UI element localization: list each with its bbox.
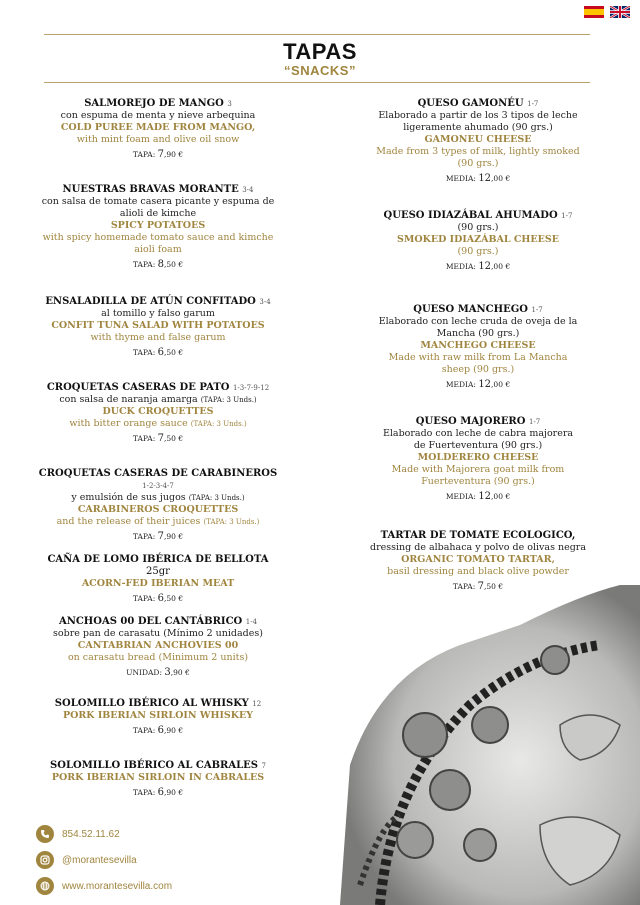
page-header <box>0 40 640 78</box>
item-title-en: GAMONEU CHEESE <box>424 134 532 145</box>
item-title-en: COLD PUREE MADE FROM MANGO, <box>60 122 256 133</box>
item-title-es: ANCHOAS 00 DEL CANTÁBRICO 1-4 <box>58 616 258 627</box>
menu-item <box>376 98 580 210</box>
item-price: TAPA: 7,90 € <box>132 531 184 542</box>
item-desc-en: basil dressing and black olive powder <box>387 566 569 577</box>
item-desc-es: con espuma de menta y nieve arbequina <box>60 110 256 121</box>
menu-item <box>40 296 276 382</box>
allergen-codes: 3-4 <box>259 298 271 306</box>
item-title-en: ORGANIC TOMATO TARTAR, <box>401 554 555 565</box>
allergen-codes: 1-2-3-4-7 <box>142 482 174 490</box>
item-title-es: ENSALADILLA DE ATÚN CONFITADO 3-4 <box>45 296 271 307</box>
item-desc-en: on carasatu bread (Minimum 2 units) <box>67 652 249 663</box>
menu-item <box>40 554 276 616</box>
menu-item <box>376 210 580 304</box>
menu-item <box>40 616 276 698</box>
item-price: UNIDAD: 3,90 € <box>126 667 190 678</box>
allergen-codes: 1-3-7-9-12 <box>232 384 270 392</box>
item-title-es: CROQUETAS CASERAS DE PATO 1-3-7-9-12 <box>46 382 270 393</box>
item-title-en: ACORN-FED IBERIAN MEAT <box>81 578 235 589</box>
menu-item <box>370 530 586 592</box>
uk-flag-icon[interactable] <box>610 6 630 18</box>
allergen-codes: 12 <box>252 700 262 708</box>
item-price: MEDIA: 12,00 € <box>445 261 511 272</box>
header-divider <box>44 82 590 83</box>
allergen-codes: 3 <box>227 100 232 108</box>
menu-column-right <box>370 98 587 592</box>
item-price: MEDIA: 12,00 € <box>445 491 511 502</box>
phone-number[interactable]: 854.52.11.62 <box>62 828 120 840</box>
item-title-en: CONFIT TUNA SALAD WITH POTATOES <box>51 320 265 331</box>
item-desc-es: con salsa de naranja amarga (TAPA: 3 Unds.) <box>59 394 257 405</box>
allergen-codes: 1-7 <box>527 100 539 108</box>
menu-item <box>40 760 276 810</box>
item-desc-es: Elaborado con leche cruda de oveja de la Mancha (90 grs.) <box>378 316 578 339</box>
item-desc-es: sobre pan de carasatu (Mínimo 2 unidades) <box>53 628 263 639</box>
spain-flag-icon[interactable] <box>584 6 604 18</box>
item-desc-en: Made with Majorera goat milk from Fuerteventura (90 grs.) <box>391 464 565 487</box>
menu-item <box>40 468 276 554</box>
item-price: TAPA: 7,90 € <box>132 149 184 160</box>
item-title-es: QUESO GAMONÉU 1-7 <box>417 98 539 109</box>
menu-item <box>40 184 276 296</box>
item-title-es: QUESO MANCHEGO 1-7 <box>413 304 543 315</box>
item-price: TAPA: 6,50 € <box>132 347 184 358</box>
item-weight: 25gr <box>146 566 170 577</box>
item-desc-en: Made from 3 types of milk, lightly smoked (90 grs.) <box>376 146 580 169</box>
allergen-codes: 1-7 <box>531 306 543 314</box>
item-desc-es: Elaborado a partir de los 3 tipos de leche ligeramente ahumado (90 grs.) <box>378 110 578 133</box>
item-price: TAPA: 7,50 € <box>452 581 504 592</box>
phone-icon <box>36 825 54 843</box>
item-desc-es: (90 grs.) <box>457 222 499 233</box>
item-desc-es: dressing de albahaca y polvo de olivas negra <box>370 542 587 553</box>
item-desc-en: Made with raw milk from La Mancha sheep (90 grs.) <box>388 352 568 375</box>
item-desc-es: con salsa de tomate casera picante y espuma de alioli de kimche <box>41 196 275 219</box>
globe-icon <box>36 877 54 895</box>
item-desc-es: y emulsión de sus jugos (TAPA: 3 Unds.) <box>71 492 245 503</box>
instagram-handle[interactable]: @morantesevilla <box>62 854 137 866</box>
menu-item <box>376 304 580 416</box>
menu-item <box>376 416 580 530</box>
item-desc-es: Elaborado con leche de cabra majorera de Fuerteventura (90 grs.) <box>382 428 574 451</box>
menu-item <box>40 698 276 760</box>
item-price: MEDIA: 12,00 € <box>445 379 511 390</box>
matador-jacket-illustration <box>320 585 640 905</box>
item-price: TAPA: 6,90 € <box>132 787 184 798</box>
allergen-codes: 7 <box>261 762 266 770</box>
page-title: TAPAS <box>283 39 357 64</box>
language-switcher <box>584 6 630 18</box>
item-desc-en: with spicy homemade tomato sauce and kimche aioli foam <box>42 232 274 255</box>
item-title-es: QUESO IDIAZÁBAL AHUMADO 1-7 <box>383 210 573 221</box>
item-title-en: DUCK CROQUETTES <box>102 406 214 417</box>
item-title-es: SOLOMILLO IBÉRICO AL CABRALES 7 <box>50 760 266 771</box>
menu-column-left <box>40 98 276 810</box>
item-title-en: PORK IBERIAN SIRLOIN WHISKEY <box>62 710 254 721</box>
item-title-en: SPICY POTATOES <box>110 220 206 231</box>
instagram-icon <box>36 851 54 869</box>
website-link[interactable]: www.morantesevilla.com <box>62 880 173 892</box>
item-title-en: CARABINEROS CROQUETTES <box>77 504 239 515</box>
item-title-es: CAÑA DE LOMO IBÉRICA DE BELLOTA 25gr <box>47 554 269 577</box>
item-price: TAPA: 6,50 € <box>132 593 184 604</box>
item-desc-en: (90 grs.) <box>457 246 499 257</box>
item-desc-en: with bitter orange sauce (TAPA: 3 Unds.) <box>69 418 247 429</box>
item-desc-en: with mint foam and olive oil snow <box>76 134 240 145</box>
allergen-codes: 1-4 <box>245 618 258 626</box>
item-title-en: MANCHEGO CHEESE <box>420 340 536 351</box>
item-title-es: QUESO MAJORERO 1-7 <box>415 416 541 427</box>
allergen-codes: 1-7 <box>528 418 541 426</box>
item-title-es: NUESTRAS BRAVAS MORANTE 3-4 <box>62 184 254 195</box>
allergen-codes: 3-4 <box>242 186 254 194</box>
item-title-es: TARTAR DE TOMATE ECOLOGICO, <box>380 530 576 541</box>
menu-item <box>40 98 276 184</box>
contact-instagram <box>36 851 137 869</box>
item-desc-en: and the release of their juices (TAPA: 3 Unds.) <box>56 516 260 527</box>
menu-item <box>40 382 276 468</box>
item-title-en: CANTABRIAN ANCHOVIES 00 <box>77 640 239 651</box>
allergen-codes: 1-7 <box>561 212 573 220</box>
item-title-es: CROQUETAS CASERAS DE CARABINEROS 1-2-3-4-7 <box>38 468 278 490</box>
item-title-es: SOLOMILLO IBÉRICO AL WHISKY 12 <box>54 698 262 709</box>
item-price: TAPA: 8,50 € <box>132 259 184 270</box>
item-title-en: MOLDERERO CHEESE <box>417 452 539 463</box>
item-title-es: SALMOREJO DE MANGO 3 <box>84 98 232 109</box>
item-price: TAPA: 7,50 € <box>132 433 184 444</box>
item-price: TAPA: 6,90 € <box>132 725 184 736</box>
item-title-en: SMOKED IDIAZÁBAL CHEESE <box>396 234 559 245</box>
top-divider <box>44 34 590 35</box>
contact-phone <box>36 825 120 843</box>
item-price: MEDIA: 12,00 € <box>445 173 511 184</box>
item-desc-en: with thyme and false garum <box>90 332 226 343</box>
item-desc-es: al tomillo y falso garum <box>101 308 215 319</box>
item-title-en: PORK IBERIAN SIRLOIN IN CABRALES <box>51 772 265 783</box>
page-subtitle: “SNACKS” <box>284 63 356 78</box>
contact-website <box>36 877 172 895</box>
